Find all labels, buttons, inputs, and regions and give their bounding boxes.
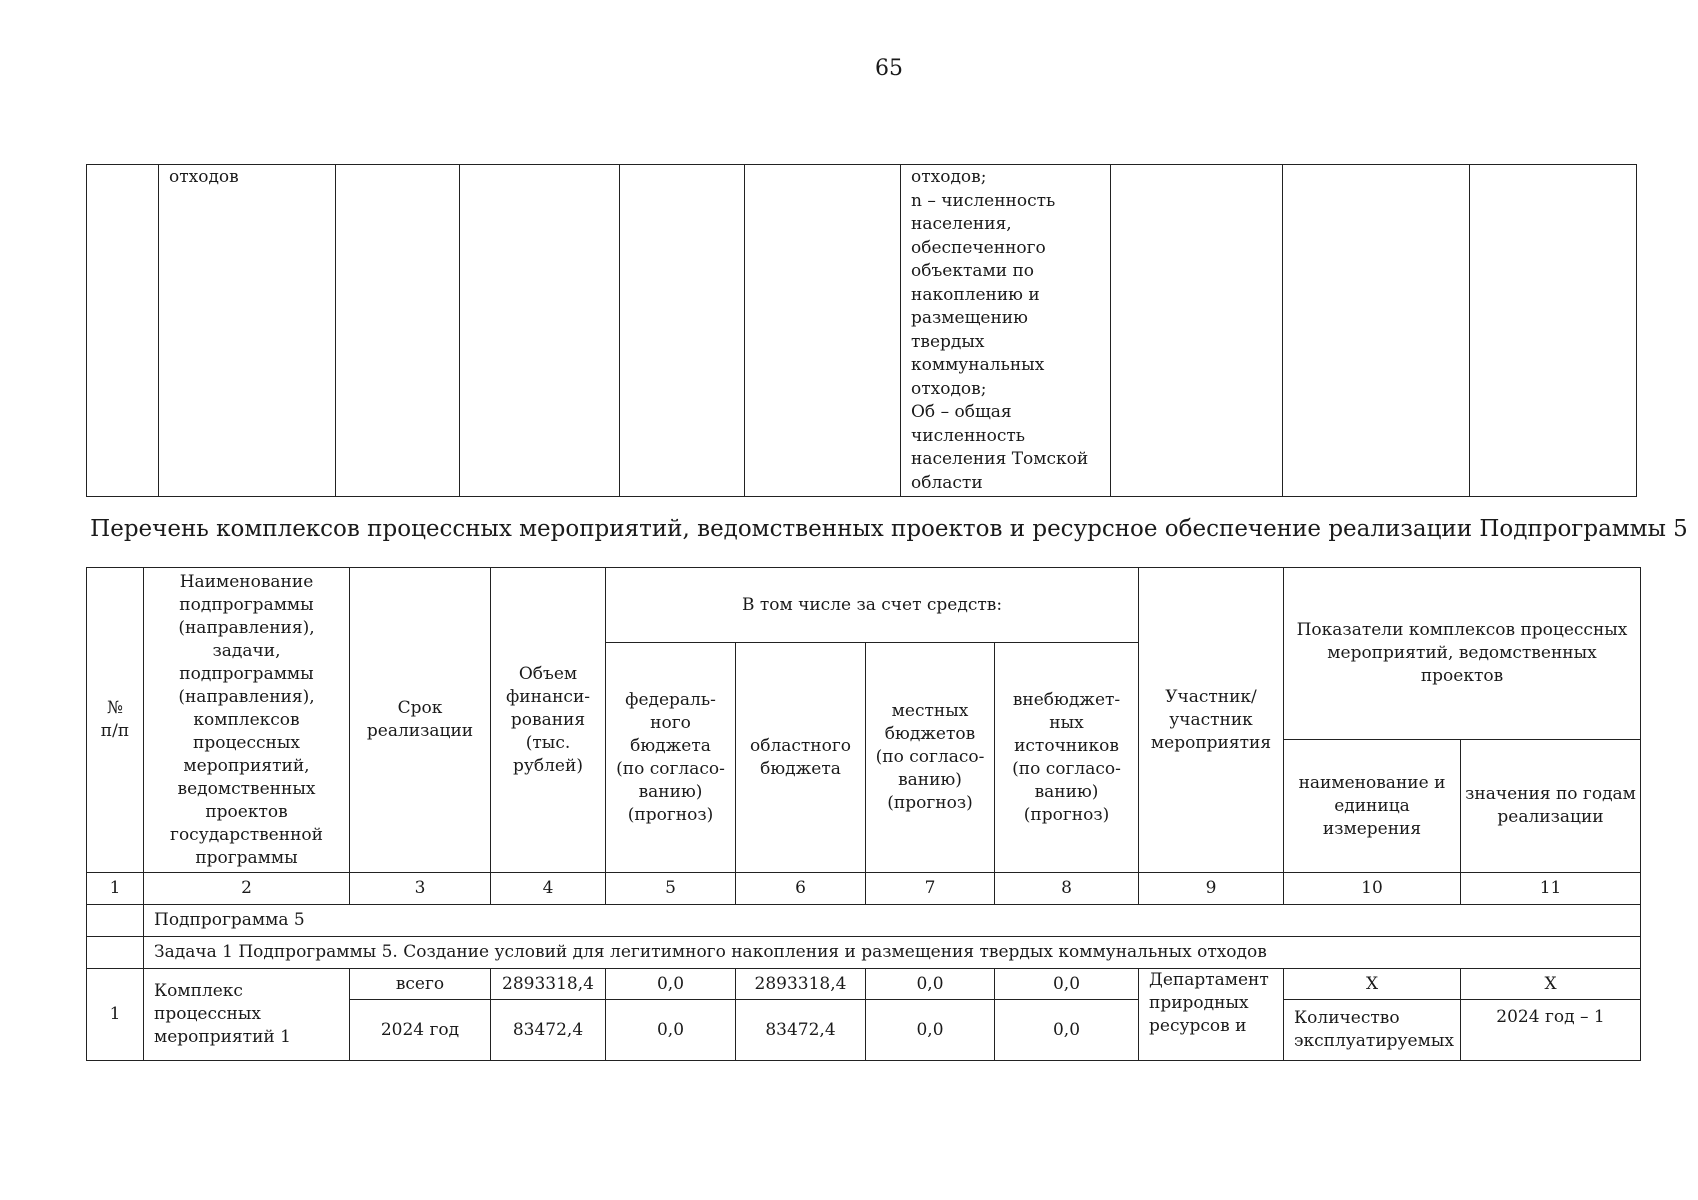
row-extrabudget-2024: 0,0: [995, 1000, 1139, 1061]
header-federal: федераль- ного бюджета (по согласо- ванию) (прогноз): [606, 643, 736, 873]
cell-formula-description: [901, 165, 1111, 497]
cell-name: [159, 165, 336, 497]
cell-empty: [745, 165, 901, 497]
column-number: 1: [87, 873, 144, 905]
column-number: 2: [144, 873, 350, 905]
column-number: 5: [606, 873, 736, 905]
row-indicator-name-2024: Количество эксплуатируемых: [1284, 1000, 1461, 1061]
header-number: № п/п: [87, 568, 144, 873]
page-number: 65: [875, 56, 903, 81]
formula-line: обеспеченного: [911, 237, 1046, 258]
task-label: Задача 1 Подпрограммы 5. Создание условий для легитимного накопления и размещения твердых коммунальных отходов: [144, 937, 1641, 969]
cell-empty: [87, 165, 159, 497]
row-local-2024: 0,0: [866, 1000, 995, 1061]
column-number: 11: [1461, 873, 1641, 905]
cell-empty: [87, 937, 144, 969]
cell-empty: [1111, 165, 1283, 497]
header-indicator-name: наименование и единица измерения: [1284, 740, 1461, 873]
formula-line: размещению твердых: [911, 308, 1028, 352]
formula-line: области: [911, 472, 983, 493]
row-indicator-value-2024: 2024 год – 1: [1461, 1000, 1641, 1061]
header-indicator-values: значения по годам реализации: [1461, 740, 1641, 873]
row-regional-total: 2893318,4: [736, 969, 866, 1000]
formula-line: накоплению и: [911, 284, 1040, 305]
header-row-1: [87, 568, 1641, 643]
column-number: 8: [995, 873, 1139, 905]
row-indicator-name-total: X: [1284, 969, 1461, 1000]
cell-empty: [1283, 165, 1470, 497]
table-row: [87, 969, 1641, 1000]
header-local: местных бюджетов (по согласо- ванию) (прогноз): [866, 643, 995, 873]
row-number: 1: [87, 969, 144, 1061]
row-regional-2024: 83472,4: [736, 1000, 866, 1061]
row-term-total: всего: [350, 969, 491, 1000]
formula-line: населения,: [911, 214, 1012, 234]
row-volume-2024: 83472,4: [491, 1000, 606, 1061]
column-number: 4: [491, 873, 606, 905]
row-federal-2024: 0,0: [606, 1000, 736, 1061]
header-volume: Объем финанси- рования (тыс. рублей): [491, 568, 606, 873]
row-federal-total: 0,0: [606, 969, 736, 1000]
cell-name-text: отходов: [169, 167, 239, 187]
row-volume-total: 2893318,4: [491, 969, 606, 1000]
row-local-total: 0,0: [866, 969, 995, 1000]
formula-line: численность: [911, 425, 1026, 446]
table-caption: Перечень комплексов процессных мероприятий, ведомственных проектов и ресурсное обеспечение реализации Подпрограммы 5: [90, 516, 1688, 542]
formula-line: коммунальных: [911, 355, 1045, 375]
header-term: Срок реализации: [350, 568, 491, 873]
row-term-2024: 2024 год: [350, 1000, 491, 1061]
formula-line: n – численность: [911, 190, 1056, 211]
cell-empty: [87, 905, 144, 937]
cell-empty: [620, 165, 745, 497]
row-extrabudget-total: 0,0: [995, 969, 1139, 1000]
main-table: [86, 567, 1641, 1061]
task-row: [87, 937, 1641, 969]
subprogram-row: [87, 905, 1641, 937]
header-indicators-group: Показатели комплексов процессных мероприятий, ведомственных проектов: [1284, 568, 1641, 740]
subprogram-label: Подпрограмма 5: [144, 905, 1641, 937]
header-name: Наименование подпрограммы (направления), задачи, подпрограммы (направления), комплексов процессных мероприятий, ведомственных проектов государственной программы: [144, 568, 350, 873]
column-number: 9: [1139, 873, 1284, 905]
column-number: 7: [866, 873, 995, 905]
row-indicator-value-total: X: [1461, 969, 1641, 1000]
formula-line: отходов;: [911, 378, 987, 399]
formula-line: населения Томской: [911, 449, 1089, 469]
header-regional: областного бюджета: [736, 643, 866, 873]
cell-empty: [1470, 165, 1637, 497]
row-participant: Департамент природных ресурсов и: [1139, 969, 1284, 1061]
header-extrabudget: внебюджет- ных источников (по согласо- ванию) (прогноз): [995, 643, 1139, 873]
cell-empty: [460, 165, 620, 497]
continued-table-row: [87, 165, 1637, 497]
column-number-row: [87, 873, 1641, 905]
row-name: Комплекс процессных мероприятий 1: [144, 969, 350, 1061]
continued-table: [86, 164, 1637, 497]
column-number: 6: [736, 873, 866, 905]
header-participant: Участник/ участник мероприятия: [1139, 568, 1284, 873]
formula-line: отходов;: [911, 167, 987, 187]
formula-line: объектами по: [911, 261, 1035, 281]
formula-line: Об – общая: [911, 402, 1012, 422]
header-funding-group: В том числе за счет средств:: [606, 568, 1139, 643]
column-number: 3: [350, 873, 491, 905]
column-number: 10: [1284, 873, 1461, 905]
cell-empty: [336, 165, 460, 497]
